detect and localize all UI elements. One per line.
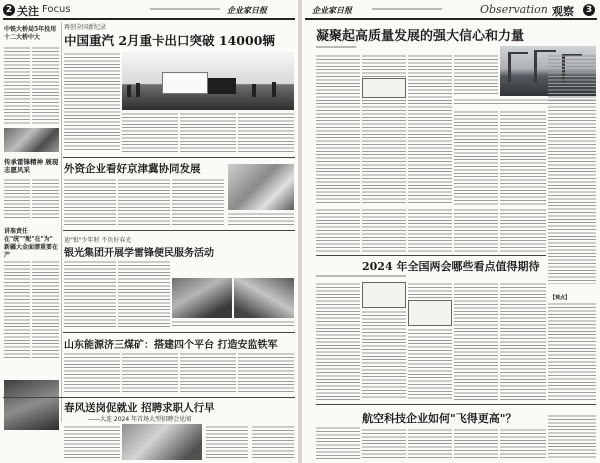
story2-caption — [228, 212, 294, 226]
section-title-cn: 关注 — [17, 5, 39, 18]
section-title-en-right: Observation — [480, 3, 548, 16]
right-body-col4 — [454, 54, 498, 94]
right-body-col7 — [548, 54, 596, 284]
truck-event-photo — [122, 52, 294, 110]
right-page — [302, 0, 600, 463]
sidebar-body-5 — [4, 260, 30, 360]
story4-body-col2 — [122, 352, 178, 394]
page-number-badge-right: 3 — [583, 4, 595, 16]
main-body-col2 — [122, 112, 178, 152]
story3-photo-1 — [172, 278, 232, 318]
right-bottom-headline: 航空科技企业如何"飞得更高"？ — [362, 412, 517, 425]
story3-body-col2 — [118, 260, 170, 328]
section-title-en: Focus — [42, 4, 71, 15]
left-page — [0, 0, 298, 463]
sidebar-photo-1 — [4, 128, 59, 152]
right-body-col4b — [454, 208, 498, 252]
byline — [316, 45, 356, 49]
story4-body-col4 — [238, 352, 294, 394]
right-body-col3 — [408, 54, 452, 204]
sidebar-note-label: 【观点】 — [550, 295, 571, 301]
main-headline: 中国重汽 2月重卡出口突破 14000辆 — [64, 33, 275, 48]
story2-photo — [228, 164, 294, 210]
sidebar-body-1 — [4, 46, 30, 126]
right-body-col1b — [316, 208, 360, 252]
feature-col6 — [548, 302, 596, 400]
right-bottom-col6 — [548, 414, 596, 460]
masthead-logo: 企业家日报 — [227, 5, 267, 15]
header-meta — [150, 7, 220, 11]
kicker-3: 迪"银"少年时 不负好春光 — [64, 237, 132, 244]
right-bottom-col2 — [362, 428, 406, 460]
right-body-col3b — [408, 208, 452, 252]
sidebar-headline-2: 传承雷锋精神 展现志愿风采 — [4, 158, 59, 174]
headline-2: 外资企业看好京津冀协同发展 — [64, 163, 201, 175]
feature-col3b — [408, 328, 452, 400]
right-bottom-col5 — [500, 428, 546, 460]
sidebar-photo-2 — [4, 380, 59, 430]
right-body-col2 — [362, 54, 406, 204]
bottom-headline: 春风送岗促就业 招聘求职人行早 — [64, 402, 215, 414]
right-bottom-col4 — [454, 428, 498, 460]
sidebar-body-6 — [32, 260, 59, 360]
section-title-cn-right: 观察 — [552, 5, 574, 18]
story2-body-col2 — [118, 178, 170, 226]
headline-4: 山东能源济三煤矿：搭建四个平台 打造安监铁军 — [64, 340, 278, 351]
feature-col3 — [408, 282, 452, 298]
headline-3: 银光集团开展学雷锋便民服务活动 — [64, 248, 214, 259]
sidebar-body-2 — [32, 46, 59, 126]
main-body-col1 — [64, 52, 120, 152]
sidebar-headline-3: 讲准责任 在"统""配"在"为" 新疆大金面漂重要在产 — [4, 228, 59, 259]
right-body-col5 — [454, 110, 498, 206]
feature-box-1 — [362, 282, 406, 308]
feature-headline: 2024 年全国两会哪些看点值得期待 — [362, 260, 540, 273]
story2-body-col1 — [64, 178, 116, 226]
main-body-col4 — [238, 112, 294, 152]
feature-box-2 — [408, 300, 452, 326]
story3-caption — [172, 320, 294, 328]
bottom-body-col1 — [64, 425, 120, 459]
feature-col1 — [316, 282, 360, 400]
right-bottom-col3 — [408, 428, 452, 460]
sidebar-body-4 — [32, 178, 59, 218]
sidebar-body-3 — [4, 178, 30, 218]
story3-photo-2 — [234, 278, 294, 318]
bottom-body-col2 — [206, 425, 248, 459]
story4-body-col1 — [64, 352, 120, 394]
feature-col5 — [500, 282, 546, 400]
header-meta-right — [372, 7, 442, 11]
masthead-logo-right: 企业家日报 — [312, 5, 352, 15]
right-body-col1 — [316, 54, 360, 204]
pull-quote-box — [362, 78, 406, 98]
right-main-headline: 凝聚起高质量发展的强大信心和力量 — [316, 29, 525, 44]
main-kicker: 再创全国新纪录 — [64, 24, 107, 31]
bottom-body-col3 — [252, 425, 294, 459]
main-body-col3 — [180, 112, 236, 152]
feature-byline — [316, 274, 406, 278]
story2-body-col3 — [172, 178, 224, 226]
bottom-subhead: ——大连 2024 年首场大型招聘会见闻 — [88, 416, 192, 423]
bottom-photo — [122, 424, 202, 460]
story3-body-col1 — [64, 260, 116, 328]
feature-col4 — [454, 282, 498, 400]
right-body-col6 — [500, 110, 546, 206]
right-body-col5b — [500, 208, 546, 252]
feature-col2 — [362, 310, 406, 400]
page-number-badge: 2 — [3, 4, 15, 16]
story4-body-col3 — [180, 352, 236, 394]
right-body-col2b — [362, 208, 406, 252]
sidebar-headline-1: 中铁大桥局5年投用十二大桥中大 — [4, 26, 57, 41]
right-bottom-col1 — [316, 426, 360, 460]
